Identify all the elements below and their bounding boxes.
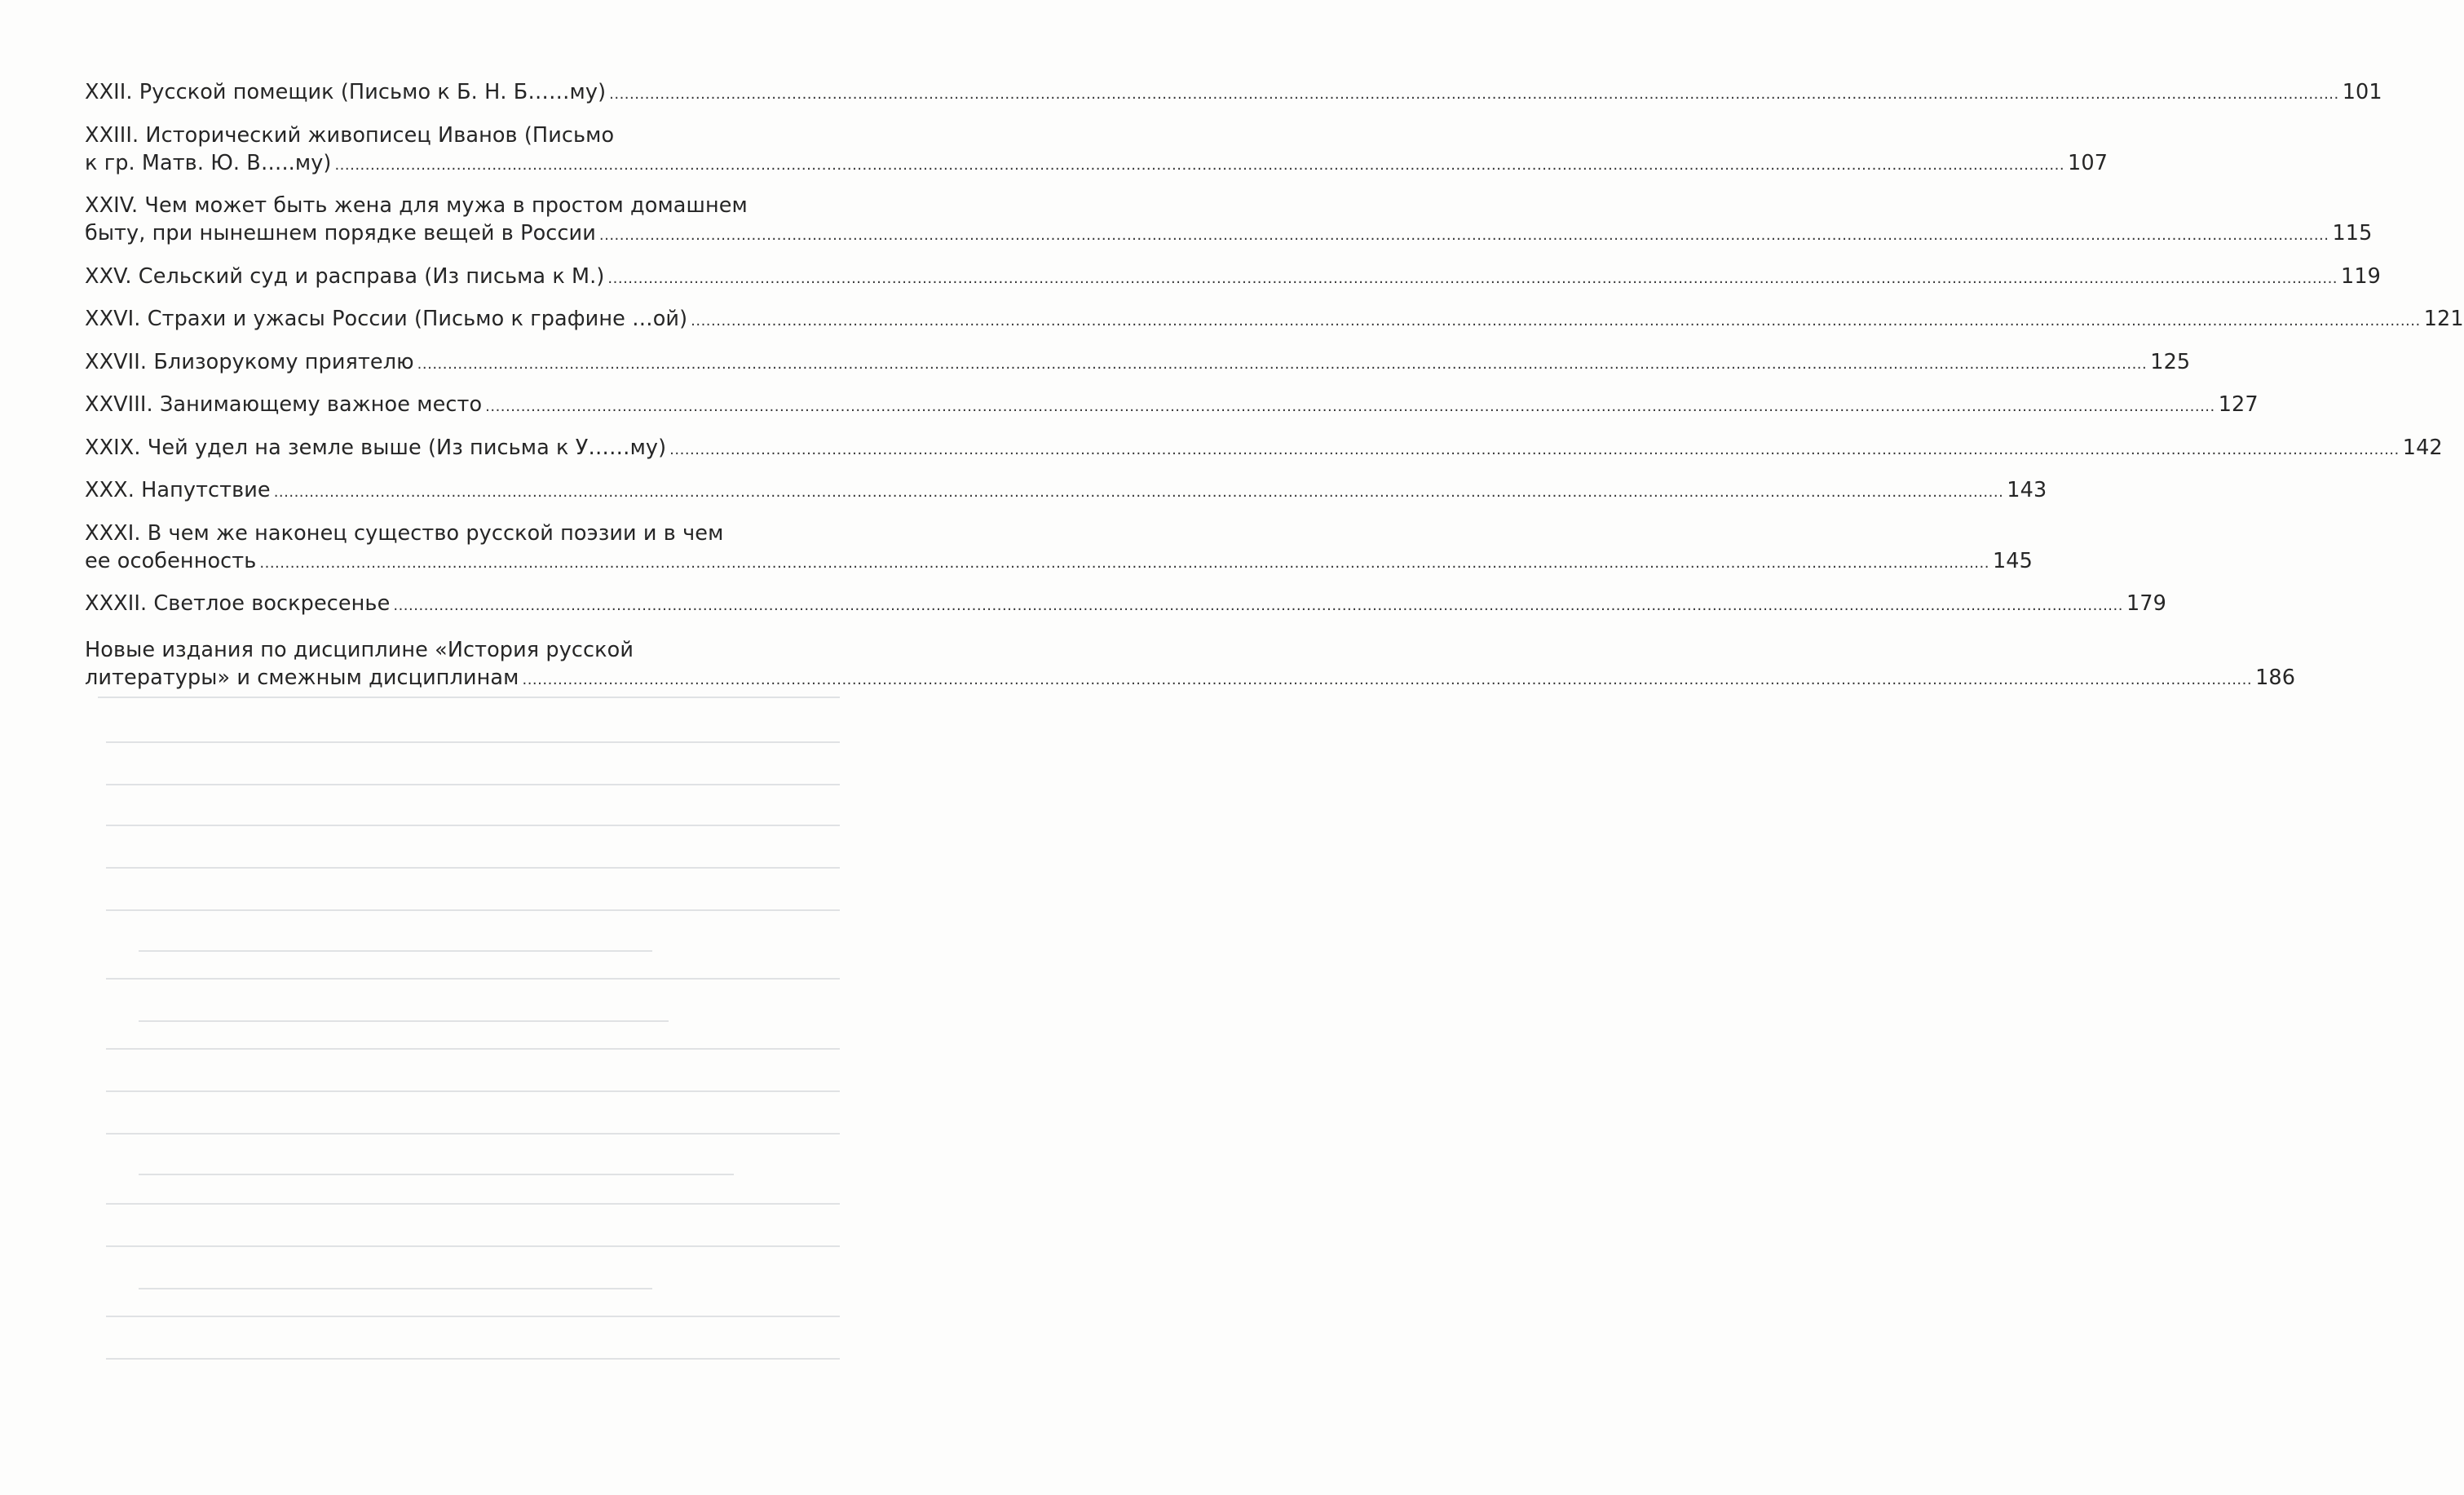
dot-leader: ..................................................................................................................................................................................................................................................................................................................................................... xyxy=(259,554,1989,572)
toc-entry-title-line2: к гр. Матв. Ю. В…..му) xyxy=(85,150,332,175)
toc-entry-xxxii xyxy=(85,590,2166,620)
toc-entry-title: XXVIII. Занимающему важное место xyxy=(85,392,483,417)
dot-leader: ..................................................................................................................................................................................................................................................................................................................................................... xyxy=(334,156,2065,174)
toc-page-number: 145 xyxy=(1992,548,2033,573)
toc-entry-xxvi xyxy=(85,305,2464,335)
dot-leader: ..................................................................................................................................................................................................................................................................................................................................................... xyxy=(522,671,2253,688)
toc-entry-title: XXVII. Близорукому приятелю xyxy=(85,349,414,374)
toc-entry-title-line2: быту, при нынешнем порядке вещей в России xyxy=(85,221,596,245)
table-of-contents xyxy=(85,78,2464,707)
toc-entry-xxvii xyxy=(85,348,2191,378)
toc-entry-title: XXIX. Чей удел на земле выше (Из письма к У……му) xyxy=(85,435,667,460)
dot-leader: ..................................................................................................................................................................................................................................................................................................................................................... xyxy=(609,86,2339,103)
dot-leader: ..................................................................................................................................................................................................................................................................................................................................................... xyxy=(598,227,2329,244)
toc-entry-xxiv xyxy=(85,192,2373,250)
toc-entry-title: XXV. Сельский суд и расправа (Из письма к М.) xyxy=(85,263,605,289)
toc-entry-xxviii xyxy=(85,391,2259,421)
toc-entry-xxx xyxy=(85,476,2047,506)
toc-entry-title-line1: Новые издания по дисциплине «История русской xyxy=(85,638,634,662)
toc-entry-title: XXII. Русской помещик (Письмо к Б. Н. Б……му) xyxy=(85,80,607,104)
toc-page-number: 186 xyxy=(2255,666,2296,690)
toc-entry-title-line2: ее особенность xyxy=(85,548,257,573)
toc-page-number: 115 xyxy=(2332,221,2373,245)
dot-leader: ..................................................................................................................................................................................................................................................................................................................................................... xyxy=(393,597,2123,614)
toc-entry-title: XXVI. Страхи и ужасы России (Письмо к графине …ой) xyxy=(85,307,688,331)
toc-page-number: 143 xyxy=(2007,478,2047,502)
toc-entry-title-line2: литературы» и смежным дисциплинам xyxy=(85,666,519,690)
toc-page-number: 179 xyxy=(2126,591,2166,616)
toc-entry-title-line1: XXXI. В чем же наконец существо русской поэзии и в чем xyxy=(85,520,724,546)
toc-page-number: 125 xyxy=(2150,349,2191,374)
toc-entry-title: XXX. Напутствие xyxy=(85,478,271,502)
dot-leader: ..................................................................................................................................................................................................................................................................................................................................................... xyxy=(417,355,2148,373)
toc-entry-title-line1: XXIV. Чем может быть жена для мужа в простом домашнем xyxy=(85,193,748,218)
toc-page-number: 127 xyxy=(2218,392,2259,417)
toc-page-number: 121 xyxy=(2423,307,2464,331)
toc-entry-new-editions xyxy=(85,636,2296,694)
toc-entry-xxix xyxy=(85,434,2443,464)
toc-entry-xxxi xyxy=(85,520,2033,577)
dot-leader: ..................................................................................................................................................................................................................................................................................................................................................... xyxy=(485,398,2215,415)
toc-entry-xxv xyxy=(85,263,2381,293)
dot-leader: ..................................................................................................................................................................................................................................................................................................................................................... xyxy=(607,269,2338,287)
dot-leader: ..................................................................................................................................................................................................................................................................................................................................................... xyxy=(691,312,2421,330)
toc-entry-xxii xyxy=(85,78,2382,108)
toc-page-number: 119 xyxy=(2341,263,2381,289)
toc-page-number: 142 xyxy=(2402,435,2443,460)
dot-leader: ..................................................................................................................................................................................................................................................................................................................................................... xyxy=(669,440,2400,458)
toc-entry-title-line1: XXIII. Исторический живописец Иванов (Письмо xyxy=(85,122,615,148)
dot-leader: ..................................................................................................................................................................................................................................................................................................................................................... xyxy=(273,484,2004,501)
toc-page-number: 101 xyxy=(2342,80,2382,104)
toc-entry-title: XXXII. Светлое воскресенье xyxy=(85,591,391,616)
toc-entry-xxiii xyxy=(85,122,2109,179)
toc-page-number: 107 xyxy=(2068,150,2109,175)
